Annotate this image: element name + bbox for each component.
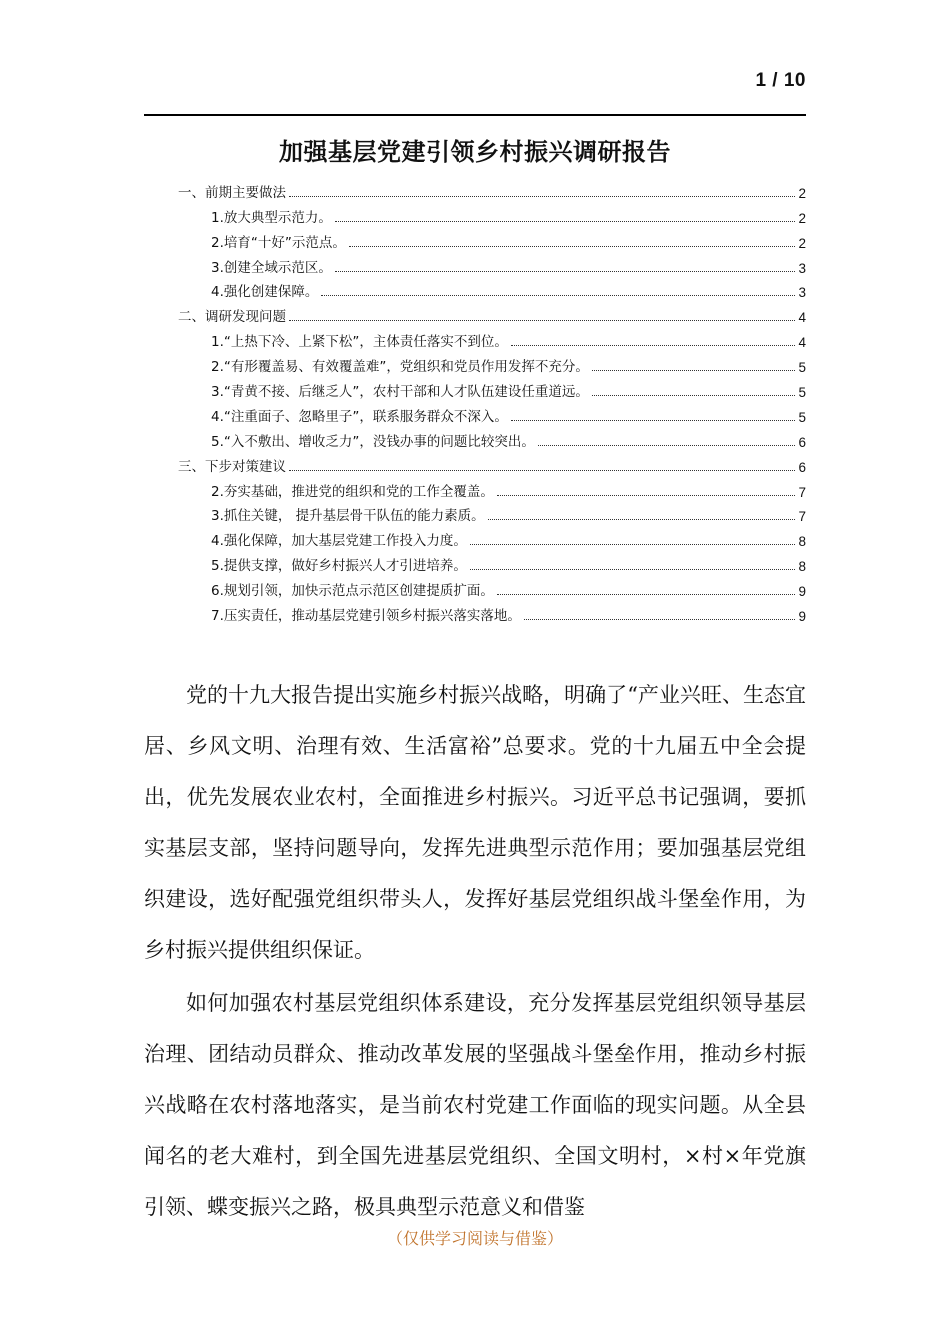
- toc-dot-leader: [289, 196, 795, 197]
- toc-entry-label: 1.放大典型示范力。: [211, 209, 332, 226]
- toc-entry-page: 9: [798, 584, 806, 600]
- toc-entry-label: 1.“上热下冷、上紧下松”，主体责任落实不到位。: [211, 334, 508, 351]
- toc-entry-label: 5.提供支撑，做好乡村振兴人才引进培养。: [211, 558, 467, 575]
- toc-entry-page: 2: [798, 235, 806, 251]
- toc-dot-leader: [511, 420, 796, 421]
- toc-entry[interactable]: [178, 276, 806, 301]
- toc-entry-page: 2: [798, 185, 806, 201]
- toc-entry[interactable]: [178, 524, 806, 549]
- toc-entry-label: 4.“注重面子、忽略里子”，联系服务群众不深入。: [211, 408, 508, 425]
- toc-entry[interactable]: [178, 425, 806, 450]
- toc-entry-page: 5: [798, 360, 806, 376]
- toc-entry-label: 三、下步对策建议: [178, 458, 286, 475]
- toc-entry-page: 5: [798, 409, 806, 425]
- toc-entry-label: 3.抓住关键， 提升基层骨干队伍的能力素质。: [211, 508, 485, 525]
- toc-entry[interactable]: [178, 325, 806, 350]
- toc-entry[interactable]: [178, 350, 806, 375]
- toc-entry-label: 5.“入不敷出、增收乏力”，没钱办事的问题比较突出。: [211, 433, 535, 450]
- toc-entry-label: 4.强化创建保障。: [211, 284, 319, 301]
- toc-dot-leader: [592, 370, 796, 371]
- toc-entry-page: 8: [798, 534, 806, 550]
- toc-entry[interactable]: [178, 500, 806, 525]
- toc-entry-page: 4: [798, 310, 806, 326]
- toc-entry[interactable]: [178, 549, 806, 574]
- toc-entry-label: 2.培育“十好”示范点。: [211, 234, 346, 251]
- toc-dot-leader: [592, 395, 796, 396]
- toc-entry[interactable]: [178, 226, 806, 251]
- toc-entry-page: 6: [798, 459, 806, 475]
- toc-dot-leader: [488, 519, 796, 520]
- toc-entry[interactable]: [178, 450, 806, 475]
- toc-dot-leader: [497, 495, 796, 496]
- toc-entry-label: 7.压实责任，推动基层党建引领乡村振兴落实落地。: [211, 608, 521, 625]
- toc-entry-page: 3: [798, 285, 806, 301]
- toc-entry-page: 5: [798, 385, 806, 401]
- toc-entry-label: 4.强化保障，加大基层党建工作投入力度。: [211, 533, 467, 550]
- toc-dot-leader: [470, 544, 796, 545]
- toc-entry[interactable]: [178, 375, 806, 400]
- toc-entry-label: 一、前期主要做法: [178, 184, 286, 201]
- toc-entry-page: 7: [798, 484, 806, 500]
- toc-dot-leader: [524, 619, 796, 620]
- header-divider: [144, 114, 806, 116]
- toc-entry-page: 2: [798, 210, 806, 226]
- toc-entry-label: 二、调研发现问题: [178, 309, 286, 326]
- toc-dot-leader: [335, 271, 796, 272]
- table-of-contents: [178, 176, 806, 624]
- toc-entry-label: 3.“青黄不接、后继乏人”，农村干部和人才队伍建设任重道远。: [211, 384, 589, 401]
- toc-entry[interactable]: [178, 400, 806, 425]
- toc-entry[interactable]: [178, 201, 806, 226]
- toc-entry-page: 3: [798, 260, 806, 276]
- toc-entry-label: 3.创建全域示范区。: [211, 259, 332, 276]
- toc-entry-page: 9: [798, 609, 806, 625]
- toc-dot-leader: [289, 470, 795, 471]
- body-text: [144, 670, 806, 1235]
- toc-entry[interactable]: [178, 251, 806, 276]
- toc-entry-label: 2.夯实基础，推进党的组织和党的工作全覆盖。: [211, 483, 494, 500]
- toc-dot-leader: [538, 445, 796, 446]
- toc-entry[interactable]: [178, 574, 806, 599]
- document-title: 加强基层党建引领乡村振兴调研报告: [279, 137, 671, 166]
- page-number: 1 / 10: [755, 70, 806, 91]
- toc-dot-leader: [497, 594, 796, 595]
- footer-note: （仅供学习阅读与借鉴）: [386, 1229, 563, 1248]
- toc-dot-leader: [349, 246, 796, 247]
- toc-entry-page: 8: [798, 559, 806, 575]
- toc-entry[interactable]: [178, 599, 806, 624]
- toc-entry[interactable]: [178, 475, 806, 500]
- toc-dot-leader: [321, 295, 795, 296]
- toc-dot-leader: [470, 569, 796, 570]
- toc-entry[interactable]: [178, 300, 806, 325]
- toc-dot-leader: [289, 320, 795, 321]
- toc-entry-page: 7: [798, 509, 806, 525]
- toc-entry-label: 2.“有形覆盖易、有效覆盖难”，党组织和党员作用发挥不充分。: [211, 359, 589, 376]
- body-paragraph: 党的十九大报告提出实施乡村振兴战略，明确了“产业兴旺、生态宜居、乡风文明、治理有效、生活富裕”总要求。党的十九届五中全会提出，优先发展农业农村，全面推进乡村振兴。习近平总书记强调，要抓实基层支部，坚持问题导向，发挥先进典型示范作用；要加强基层党组织建设，选好配强党组织带头人，发挥好基层党组织战斗堡垒作用，为乡村振兴提供组织保证。: [144, 683, 806, 962]
- body-paragraph: 如何加强农村基层党组织体系建设，充分发挥基层党组织领导基层治理、团结动员群众、推动改革发展的坚强战斗堡垒作用，推动乡村振兴战略在农村落地落实，是当前农村党建工作面临的现实问题。从全县闻名的老大难村，到全国先进基层党组织、全国文明村，×村×年党旗引领、蝶变振兴之路，极具典型示范意义和借鉴: [144, 991, 806, 1219]
- toc-entry-page: 4: [798, 335, 806, 351]
- toc-dot-leader: [335, 221, 796, 222]
- toc-entry-label: 6.规划引领，加快示范点示范区创建提质扩面。: [211, 583, 494, 600]
- toc-entry-page: 6: [798, 434, 806, 450]
- toc-dot-leader: [511, 345, 796, 346]
- toc-entry[interactable]: [178, 176, 806, 201]
